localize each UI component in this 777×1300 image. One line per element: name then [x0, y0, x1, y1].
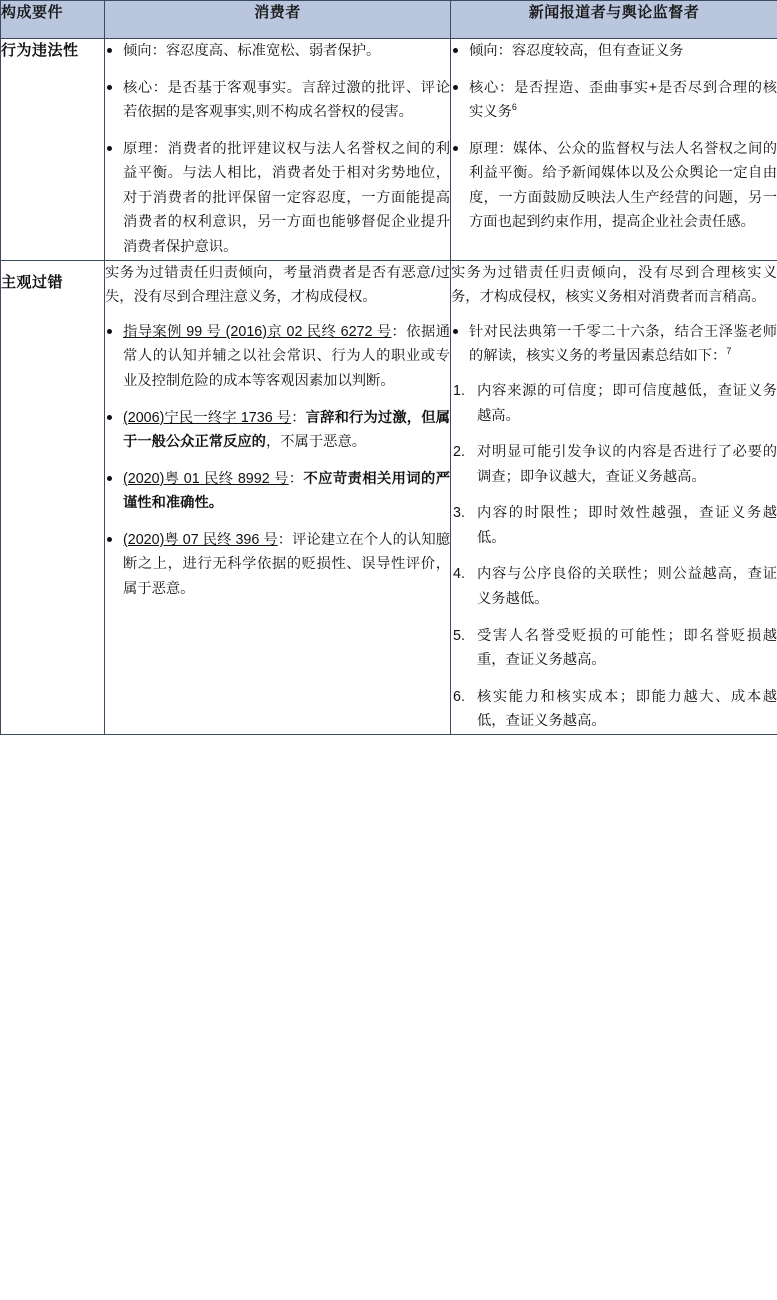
footnote-marker: 6	[511, 102, 517, 113]
separator: ：	[277, 531, 293, 548]
list-item	[105, 320, 450, 394]
list-item: 对明显可能引发争议的内容是否进行了必要的调查；即争议越大，查证义务越高。	[477, 444, 777, 485]
separator: ：	[291, 409, 306, 426]
list-item: 内容与公序良俗的关联性；则公益越高，查证义务越低。	[477, 566, 777, 607]
cell-illegality-media	[451, 39, 777, 261]
case-reference: (2020)粤 07 民终 396 号	[123, 531, 278, 548]
list-item-text: 针对民法典第一千零二十六条，结合王泽鉴老师的解读，核实义务的考量因素总结如下：	[469, 323, 777, 365]
list-item-text: 核心：是否捏造、歪曲事实+是否尽到合理的核实义务	[469, 79, 777, 121]
case-list	[105, 320, 450, 602]
list-item: 内容的时限性；即时效性越强，查证义务越低。	[477, 505, 777, 546]
list-item-text: 倾向：容忍度较高，但有查证义务	[469, 43, 684, 59]
list-item	[451, 320, 777, 369]
list-item: 受害人名誉受贬损的可能性；即名誉贬损越重，查证义务越高。	[477, 627, 777, 669]
column-header-element: 构成要件	[1, 1, 105, 39]
table-header	[1, 1, 777, 39]
list-item: 核实能力和核实成本；即能力越大、成本越低，查证义务越高。	[477, 688, 777, 730]
table-body	[1, 39, 777, 735]
list-item: 原理：消费者的批评建议权与法人名誉权之间的利益平衡。与法人相比，消费者处于相对劣势地位，对于消费者的批评保留一定容忍度，一方面能提高消费者的权利意识，另一方面也能够督促企业提升消费者保护意识。	[105, 137, 450, 260]
table-row-fault	[1, 260, 777, 734]
column-header-consumer: 消费者	[105, 1, 451, 39]
list-item	[451, 39, 777, 64]
row-label-illegality: 行为违法性	[1, 39, 105, 261]
separator: ：	[391, 323, 407, 340]
footnote-marker: 7	[726, 346, 732, 357]
case-reference: (2006)宁民一终字 1736 号	[123, 409, 292, 426]
factor-list	[451, 379, 777, 734]
separator: ：	[288, 470, 304, 487]
list-item	[105, 406, 450, 455]
case-text-bold: 不应苛责相关用词的严谨性和准确性。	[123, 470, 450, 512]
bullet-list	[451, 39, 777, 235]
intro-paragraph: 实务为过错责任归责倾向，考量消费者是否有恶意/过失，没有尽到合理注意义务，才构成侵权。	[105, 264, 450, 306]
cell-illegality-consumer	[105, 39, 451, 261]
case-text: 依据通常人的认知并辅之以社会常识、行为人的职业或专业及控制危险的成本等客观因素加以判断。	[123, 323, 450, 389]
case-text: ，不属于恶意。	[265, 434, 367, 451]
list-item	[451, 76, 777, 125]
list-item: 倾向：容忍度高、标准宽松、弱者保护。	[105, 39, 450, 64]
list-item: 核心：是否基于客观事实。言辞过激的批评、评论若依据的是客观事实,则不构成名誉权的侵害。	[105, 76, 450, 125]
table-header-row	[1, 1, 777, 39]
column-header-media: 新闻报道者与舆论监督者	[451, 1, 777, 39]
list-item	[105, 528, 450, 602]
cell-fault-consumer	[105, 260, 451, 734]
list-item	[451, 137, 777, 235]
list-item: 内容来源的可信度；即可信度越低，查证义务越高。	[477, 382, 777, 424]
list-item	[105, 467, 450, 516]
row-label-fault: 主观过错	[1, 260, 105, 734]
case-reference: 指导案例 99 号 (2016)京 02 民终 6272 号	[123, 323, 392, 340]
bullet-list	[451, 320, 777, 369]
intro-paragraph: 实务为过错责任归责倾向，没有尽到合理核实义务，才构成侵权，核实义务相对消费者而言稍高。	[451, 264, 777, 306]
cell-fault-media	[451, 260, 777, 734]
list-item-text: 原理：媒体、公众的监督权与法人名誉权之间的利益平衡。给予新闻媒体以及公众舆论一定自由度，一方面鼓励反映法人生产经营的问题，另一方面也起到约束作用，提高企业社会责任感。	[469, 140, 777, 231]
case-text: 评论建立在个人的认知臆断之上，进行无科学依据的贬损性、误导性评价，属于恶意。	[123, 531, 451, 597]
bullet-list	[105, 39, 450, 260]
table-row-illegality	[1, 39, 777, 261]
case-text-bold: 言辞和行为过激，但属于一般公众正常反应的	[123, 409, 451, 451]
case-reference: (2020)粤 01 民终 8992 号	[123, 470, 289, 487]
